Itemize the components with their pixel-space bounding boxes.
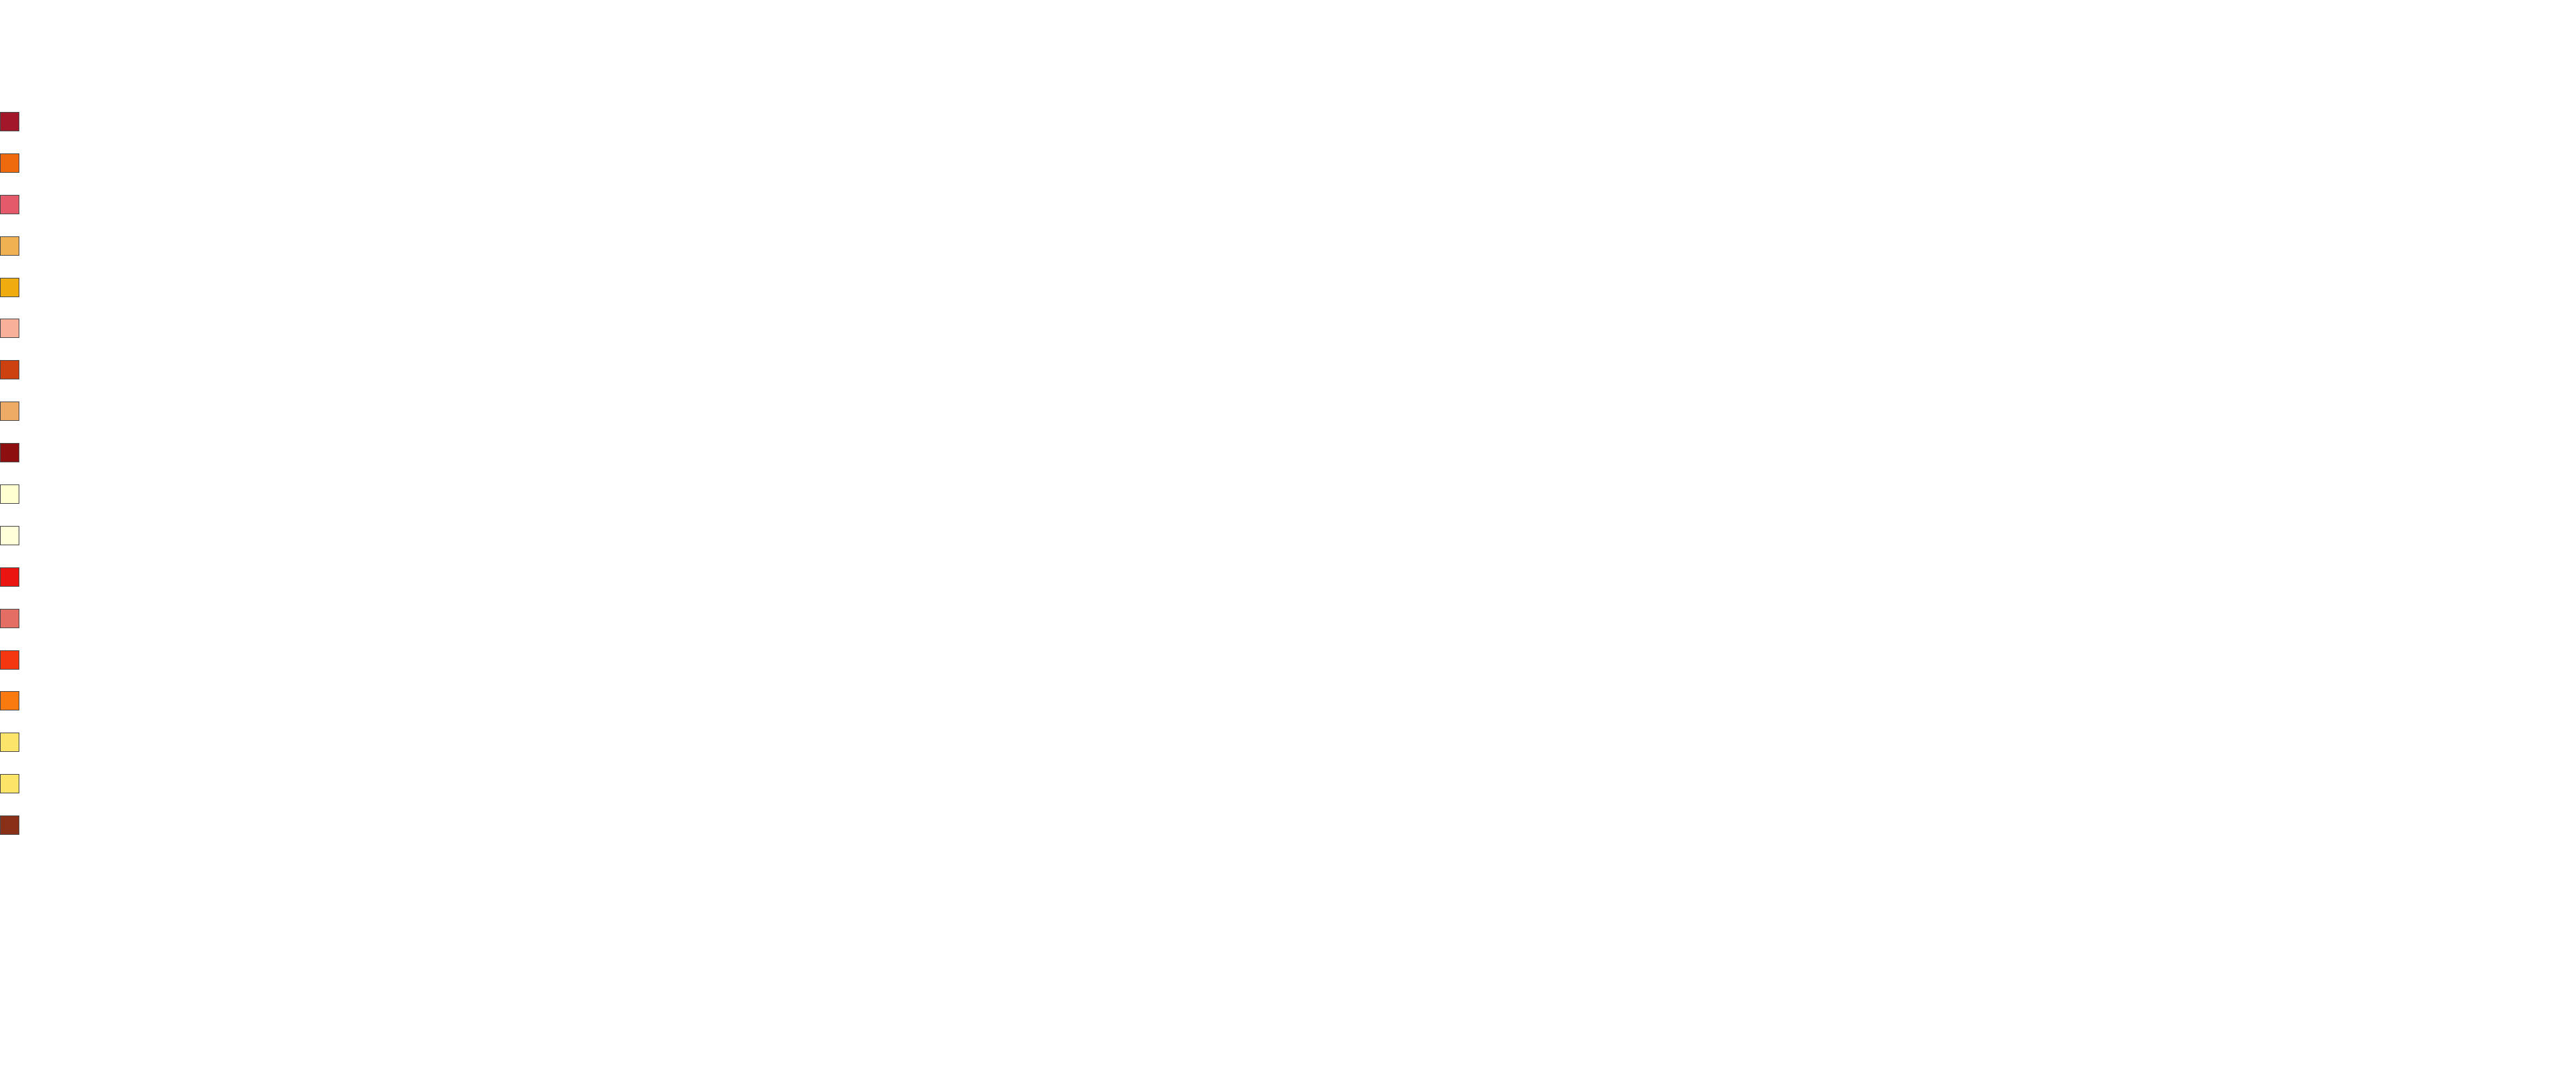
color-swatch bbox=[0, 484, 19, 504]
color-swatch bbox=[0, 360, 19, 379]
color-swatch bbox=[0, 609, 19, 628]
color-swatch bbox=[0, 153, 19, 173]
color-swatch bbox=[0, 567, 19, 587]
color-swatch bbox=[0, 195, 19, 214]
color-swatch bbox=[0, 319, 19, 338]
color-swatch bbox=[0, 402, 19, 421]
color-swatch bbox=[0, 236, 19, 256]
color-swatch bbox=[0, 774, 19, 793]
color-swatch bbox=[0, 112, 19, 131]
color-swatch bbox=[0, 650, 19, 670]
color-swatch bbox=[0, 691, 19, 710]
color-swatch bbox=[0, 815, 19, 835]
color-swatch bbox=[0, 278, 19, 297]
color-swatch bbox=[0, 443, 19, 462]
color-swatch bbox=[0, 526, 19, 545]
color-swatch bbox=[0, 733, 19, 752]
